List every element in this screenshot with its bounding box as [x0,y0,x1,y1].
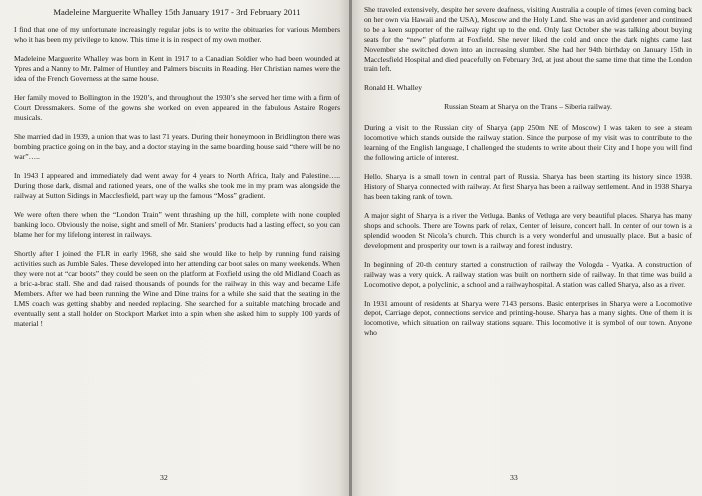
paragraph: In beginning of 20-th century started a construction of railway the Vologda - Vyatka. A construction of railway was a very quick. A railway station was built on northern side of railway. In that time was build a Locomotive depot, a polyclinic, a school and a railwayhospital. A station was called Sharya, also as a river. [364,259,692,289]
paragraph: She traveled extensively, despite her severe deafness, visiting Australia a couple of times (even coming back on her own via Hawaii and the USA), Moscow and the Holy Land. She was an avid gardener and continued to be a keen supporter of the railway right up to the end. Only last October she was talking about buying seats for the “new” platform at Foxfield. She never liked the cold and once the dark nights came last November she switched down into an increasing slumber. She had her 94th birthday on January 15th in Macclesfield Hospital and died peacefully on February 3rd, at just about the same time that time the London train left. [364,5,692,74]
left-page [0,0,349,496]
paragraph: Hello. Sharya is a small town in central part of Russia. Sharya has been starting its history since 1938. History of Sharya connected with railway. At first Sharya has been a railway settlement. And in 1938 Sharya has been taking rank of town. [364,172,692,201]
author-byline: Ronald H. Whalley [364,83,422,93]
article-subtitle: Russian Steam at Sharya on the Trans – Siberia railway. [444,102,612,112]
right-page [352,0,702,496]
paragraph: Madeleine Marguerite Whalley was born in Kent in 1917 to a Canadian Soldier who had been wounded at Ypres and a Nanny to Mr. Palmer of Huntley and Palmers biscuits in Reading. Her Christian names were the idea of the French Governess at the same house. [14,54,340,83]
page-number: 33 [510,473,518,482]
obituary-title: Madeleine Marguerite Whalley 15th January 1917 - 3rd February 2011 [53,7,301,17]
paragraph: During a visit to the Russian city of Sharya (app 250m NE of Moscow) I was taken to see a steam locomotive which stands outside the railway station. Since the purpose of my visit was to contribute to the learning of the English language, I challenged the students to write about their City and I hope you will find the following article of interest. [364,123,692,163]
paragraph: Her family moved to Bollington in the 1920’s, and throughout the 1930’s she served her time with a firm of Court Dressmakers. Some of the gowns she worked on even appeared in the fabulous Astaire Rogers musicals. [14,93,340,122]
paragraph: I find that one of my unfortunate increasingly regular jobs is to write the obituaries for various Members who it has been my privilege to know. This time it is in respect of my own mother. [14,25,340,44]
paragraph: Shortly after I joined the FLR in early 1968, she said she would like to help by running fund raising activities such as Jumble Sales. These developed into her attending car boot sales on many weekends. When they were not at “car boots” they could be seen on the platform at Foxfield using the old Midland Coach as a bric-a-brac stall. She and dad raised thousands of pounds for the railway in this way and became Life Members. After we had been running the Wine and Dine trains for a while she said that the seating in the LMS coach was getting shabby and needed replacing. She searched for a suitable matching brocade and eventually sent a stall holder on Stockport Market into a spin when she asked him to supply 100 yards of material ! [14,249,340,328]
paragraph: A major sight of Sharya is a river the Vetluga. Banks of Vetluga are very beautiful places. Sharya has many shops and schools. There are Towns park of relax, Center of leisure, concert hall. In center of our town is a splendid wooden St Nicola’s church. This church is a very wonderful and unusually place. But a basic of development and prosperity our town is a railway and forest industry. [364,210,692,250]
paragraph: She married dad in 1939, a union that was to last 71 years. During their honeymoon in Bridlington there was bombing practice going on in the bay, and a doctor staying in the same boarding house said “there will be no war”….. [14,132,340,161]
paragraph: In 1943 I appeared and immediately dad went away for 4 years to North Africa, Italy and Palestine….. During those dark, dismal and rationed years, one of the walks she took me in my pram was alongside the railway at Sutton Sidings in Macclesfield, part way up the famous “Moss” gradient. [14,171,340,200]
paragraph: We were often there when the “London Train” went thrashing up the hill, complete with none coupled banking loco. Obviously the noise, sight and smell of Mr. Staniers’ products had a lasting effect, so you can blame her for my lifelong interest in railways. [14,210,340,239]
page-number: 32 [160,473,168,482]
paragraph: In 1931 amount of residents at Sharya were 7143 persons. Basic enterprises in Sharya were a Locomotive depot, Carriage depot, connections service and printing-house. Sharya has a many sights. One of them it is locomotive, which situation on railway stations square. This locomotive it is symbol of our town. Anyone who [364,298,692,338]
